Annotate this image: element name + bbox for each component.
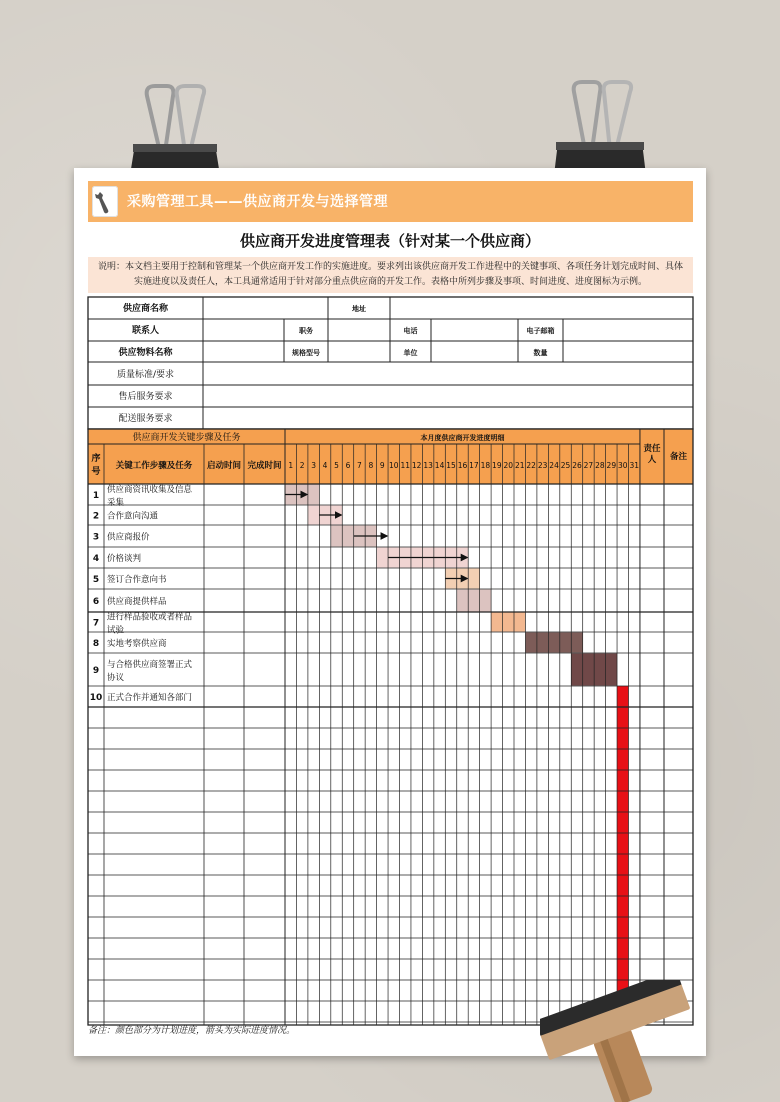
header-owner-2: 人 [647, 455, 657, 465]
label-unit: 单位 [403, 349, 418, 357]
label-delivery: 配送服务要求 [118, 414, 173, 424]
day-label: 18 [480, 461, 491, 470]
day-label: 12 [411, 461, 422, 470]
day-label: 10 [389, 461, 399, 470]
document-sheet [74, 168, 706, 1056]
progress-table [74, 168, 706, 1056]
description-line-2: 实施进度以及责任人，本工具通常适用于针对部分重点供应商的开发工作。表格中所列步骤及事项、时间进度、进度图标为示例。 [133, 277, 647, 287]
row-task-2: 协议 [107, 673, 125, 683]
header-seq: 序 [91, 454, 101, 464]
header-end: 完成时间 [247, 461, 282, 471]
row-seq: 4 [92, 554, 100, 564]
row-seq: 3 [92, 532, 100, 543]
row-task: 价格谈判 [107, 554, 142, 564]
banner-title: 采购管理工具——供应商开发与选择管理 [127, 194, 388, 210]
day-label: 14 [434, 461, 445, 470]
row-task: 供应商资讯收集及信息 [107, 485, 193, 495]
day-label: 22 [526, 461, 536, 470]
label-after-sales: 售后服务要求 [118, 392, 173, 402]
row-seq: 7 [92, 618, 100, 629]
day-label: 7 [357, 461, 362, 470]
page-title: 供应商开发进度管理表（针对某一个供应商） [239, 232, 540, 250]
label-spec: 规格型号 [292, 349, 320, 357]
group-header-right: 本月度供应商开发进度明细 [420, 434, 505, 442]
row-task-2: 采集 [107, 498, 125, 508]
day-label: 31 [629, 461, 639, 470]
row-seq: 9 [92, 666, 100, 676]
footnote: 备注：颜色部分为计划进度，箭头为实际进度情况。 [88, 1026, 296, 1036]
day-label: 25 [560, 461, 571, 470]
day-label: 2 [299, 461, 305, 470]
day-label: 9 [379, 461, 385, 470]
row-task: 签订合作意向书 [107, 575, 167, 585]
label-position: 职务 [299, 327, 313, 335]
day-label: 28 [595, 461, 605, 470]
day-label: 11 [400, 461, 410, 470]
day-label: 23 [537, 461, 548, 470]
row-seq: 1 [92, 491, 100, 501]
day-label: 15 [446, 461, 456, 470]
day-label: 19 [492, 461, 502, 470]
label-supplier-name: 供应商名称 [122, 304, 169, 314]
label-material-name: 供应物料名称 [118, 348, 173, 358]
label-address: 地址 [352, 305, 366, 313]
header-seq-2: 号 [91, 467, 101, 477]
label-quantity: 数量 [533, 349, 548, 357]
row-seq: 10 [89, 693, 103, 703]
label-quality: 质量标准/要求 [116, 370, 175, 380]
plan-bar-6 [457, 590, 491, 612]
row-seq: 2 [92, 511, 100, 522]
row-task: 实地考察供应商 [107, 639, 167, 649]
row-seq: 5 [92, 575, 100, 585]
row-task: 合作意向沟通 [107, 511, 159, 522]
day-label: 13 [423, 461, 433, 470]
table-border [88, 429, 693, 1025]
day-label: 20 [503, 461, 514, 470]
description-line-1: 说明：本文档主要用于控制和管理某一个供应商开发工作的实施进度。要求列出该供应商开发工作进程中的关键事项、各项任务计划完成时间、具体 [97, 262, 683, 272]
day-label: 27 [583, 461, 594, 470]
day-label: 5 [334, 461, 339, 470]
label-phone: 电话 [403, 327, 418, 335]
day-label: 26 [572, 461, 582, 470]
row-task: 与合格供应商签署正式 [107, 660, 193, 670]
plan-bar-7 [491, 613, 525, 632]
day-label: 21 [514, 461, 525, 470]
day-label: 6 [345, 461, 351, 470]
plan-bar-8 [525, 633, 582, 653]
header-remark: 备注 [669, 452, 688, 462]
day-label: 3 [311, 461, 317, 470]
row-task: 正式合作并通知各部门 [107, 693, 193, 703]
plan-bar-10 [617, 686, 628, 1025]
header-step: 关键工作步骤及任务 [115, 461, 193, 471]
group-header-left: 供应商开发关键步骤及任务 [132, 433, 241, 443]
row-task-2: 试验 [107, 625, 125, 636]
day-label: 17 [469, 461, 479, 470]
day-label: 1 [288, 461, 294, 470]
day-label: 8 [368, 461, 374, 470]
day-label: 30 [618, 461, 628, 470]
row-seq: 6 [92, 597, 100, 607]
day-label: 16 [457, 461, 468, 470]
row-task: 进行样品验收或者样品 [107, 612, 193, 623]
label-contact: 联系人 [131, 326, 160, 336]
row-task: 供应商提供样品 [107, 597, 167, 607]
label-email: 电子邮箱 [526, 327, 555, 335]
rubber-stamp-icon [540, 980, 740, 1102]
header-start: 启动时间 [206, 461, 242, 471]
header-owner: 责任 [643, 444, 661, 454]
day-label: 24 [549, 461, 559, 470]
row-seq: 8 [92, 639, 100, 649]
row-task: 供应商报价 [107, 532, 150, 543]
day-label: 4 [322, 461, 328, 470]
day-label: 29 [606, 461, 617, 470]
